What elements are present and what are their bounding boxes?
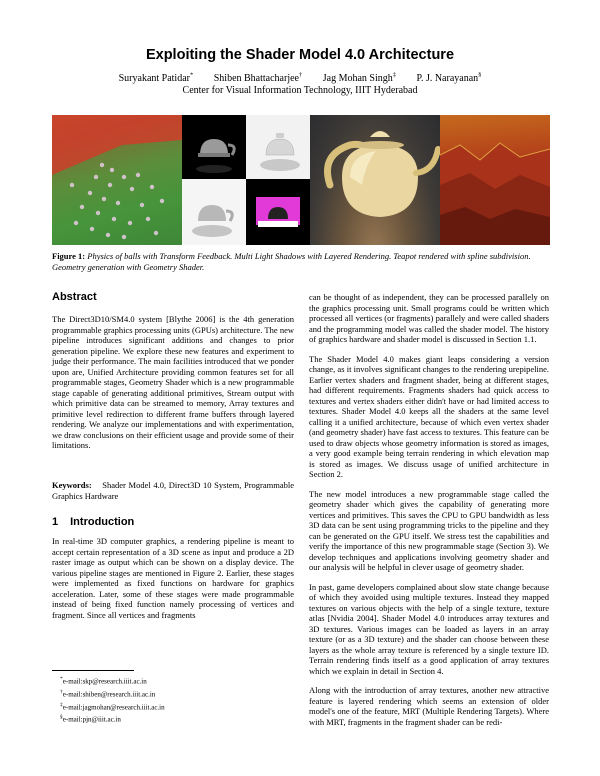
footnote-rule <box>52 670 134 671</box>
footnote: †e-mail:shiben@research.iiit.ac.in <box>60 688 156 699</box>
author-4: P. J. Narayanan§ <box>416 72 482 85</box>
footnote: *e-mail:skp@research.iiit.ac.in <box>60 676 147 686</box>
abstract-text: The Direct3D10/SM4.0 system [Blythe 2006] is the 4th generation programmable graphics processing units (GPUs) architecture. The new pipeline introduces significant additions and changes to prior generation pipeline. We explore these new features and experiment to judge their performance. The main facilities introduced that we ponder upon are, Unified Architecture providing common features set for all programmable stages, Geometry Shader which is a new programmable stage capable of generating additional primitives, Stream output with which primitive data can be streamed to memory, Array textures and primitive level redirection to different frame buffers through layered rendering. We analyze our implementations and with experimentation, we draw conclusions on their efficient usage and provide some of their limitations. <box>52 314 294 450</box>
figure-shadow-map <box>246 115 310 179</box>
paragraph: The new model introduces a new programmable stage called the geometry shader which gives the capability of generating more vertices and primitives. This saves the CPU to GPU bandwidth as less 3D data can be sent using programming tricks to the pipeline and they can be generated on the GPU itself. We stress test the capabilities and verify the importance of this new programmable stage (Section 3). We develop techniques and applications involving geometry shader and our analysis will be helpful in clever usage of geometry shader. <box>309 488 549 572</box>
introduction-paragraph: In real-time 3D computer graphics, a rendering pipeline is meant to accept certain representation of a 3D scene as input and produce a 2D raster image as output which can be shown on a display device. The various pipeline stages are mentioned in Figure 2. Earlier, these stages were implemented as fixed functions on hardware for graphics acceleration. Later, some of these stages were made programmable instead of being fixed function namely processing of vertices and fragment. Since all vertices and fragments <box>52 536 294 620</box>
author-3: Jag Mohan Singh‡ <box>322 72 396 85</box>
paragraph: The Shader Model 4.0 makes giant leaps considering a version change, as it involves significant changes to the rendering urepipeline. Earlier vertex shaders and fragment shader, being at different stages, had different requirements. Fragments shaders had quick access to textures and vertex shaders either didn't have or had limited access to textures. Shader Model 4.0 keeps all the shaders at the same level calling it a unified architecture, because of which even vertex shader (and geometry shader) have fast access to textures. This feature can be used to draw objects whose geometry information is stored as images, a very good example being terrain rendering in which elevation map is stored as images. We discuss usage of unified architecture in Section 2. <box>309 353 549 479</box>
affiliation: Center for Visual Information Technology, IIIT Hyderabad <box>182 85 418 96</box>
author-2: Shiben Bhattacharjee† <box>213 72 303 85</box>
introduction-heading: 1 Introduction <box>52 516 135 528</box>
paragraph: In past, game developers complained about slow state change because of which they avoided using multiple textures. Instead they mapped textures on various objects with the help of a single texture, texture atlas [Nvidia 2004]. Shader Model 4.0 introduces array textures and 3D textures. Various images can be loaded as layers in an array texture (or as a 3D texture) and the shader can choose between these layers as the whole array texture is referenced by a single texture ID. Terrain rendering finds itself as a good application of array textures which we explain in detail in Section 4. <box>309 581 549 676</box>
author-1: Suryakant Patidar* <box>118 72 194 85</box>
figure-shadow-scene <box>182 179 246 245</box>
paragraph: can be thought of as independent, they can be processed parallely on the graphics processing unit. Small programs could be written which processed all vertices (or fragments) parallely and were called shaders and the programming model was called the shader model. The history of graphics hardware and shader model is discussed in Section 1.1. <box>309 292 549 344</box>
paper-title: Exploiting the Shader Model 4.0 Architecture <box>145 47 455 63</box>
footnote: ‡e-mail:jagmohan@research.iiit.ac.in <box>60 701 165 711</box>
figure-terrain <box>440 115 550 245</box>
footnote: §e-mail:pjn@iiit.ac.in <box>60 714 121 724</box>
author-list <box>0 72 600 84</box>
figure-multi-light-shadow <box>182 115 246 179</box>
abstract-heading: Abstract <box>52 291 97 303</box>
paragraph: Along with the introduction of array textures, another new attractive feature is layered rendering which seems an extension of older model's one of the feature, MRT (Multiple Rendering Targets). Where with MRT, fragments in the fragment shader can be redi- <box>309 685 549 727</box>
keywords: Keywords: Shader Model 4.0, Direct3D 10 System, Programmable Graphics Hardware <box>52 480 295 501</box>
right-column <box>309 292 549 736</box>
footnotes <box>60 674 294 725</box>
figure-caption: Figure 1: Physics of balls with Transform Feedback. Multi Light Shadows with Layered Rendering. Teapot rendered with spline subdivision. Geometry generation with Geometry Shader. <box>52 251 531 272</box>
figure-teapot <box>310 115 440 245</box>
figure-layered-render <box>246 179 310 245</box>
figure-balls-physics <box>52 115 182 245</box>
